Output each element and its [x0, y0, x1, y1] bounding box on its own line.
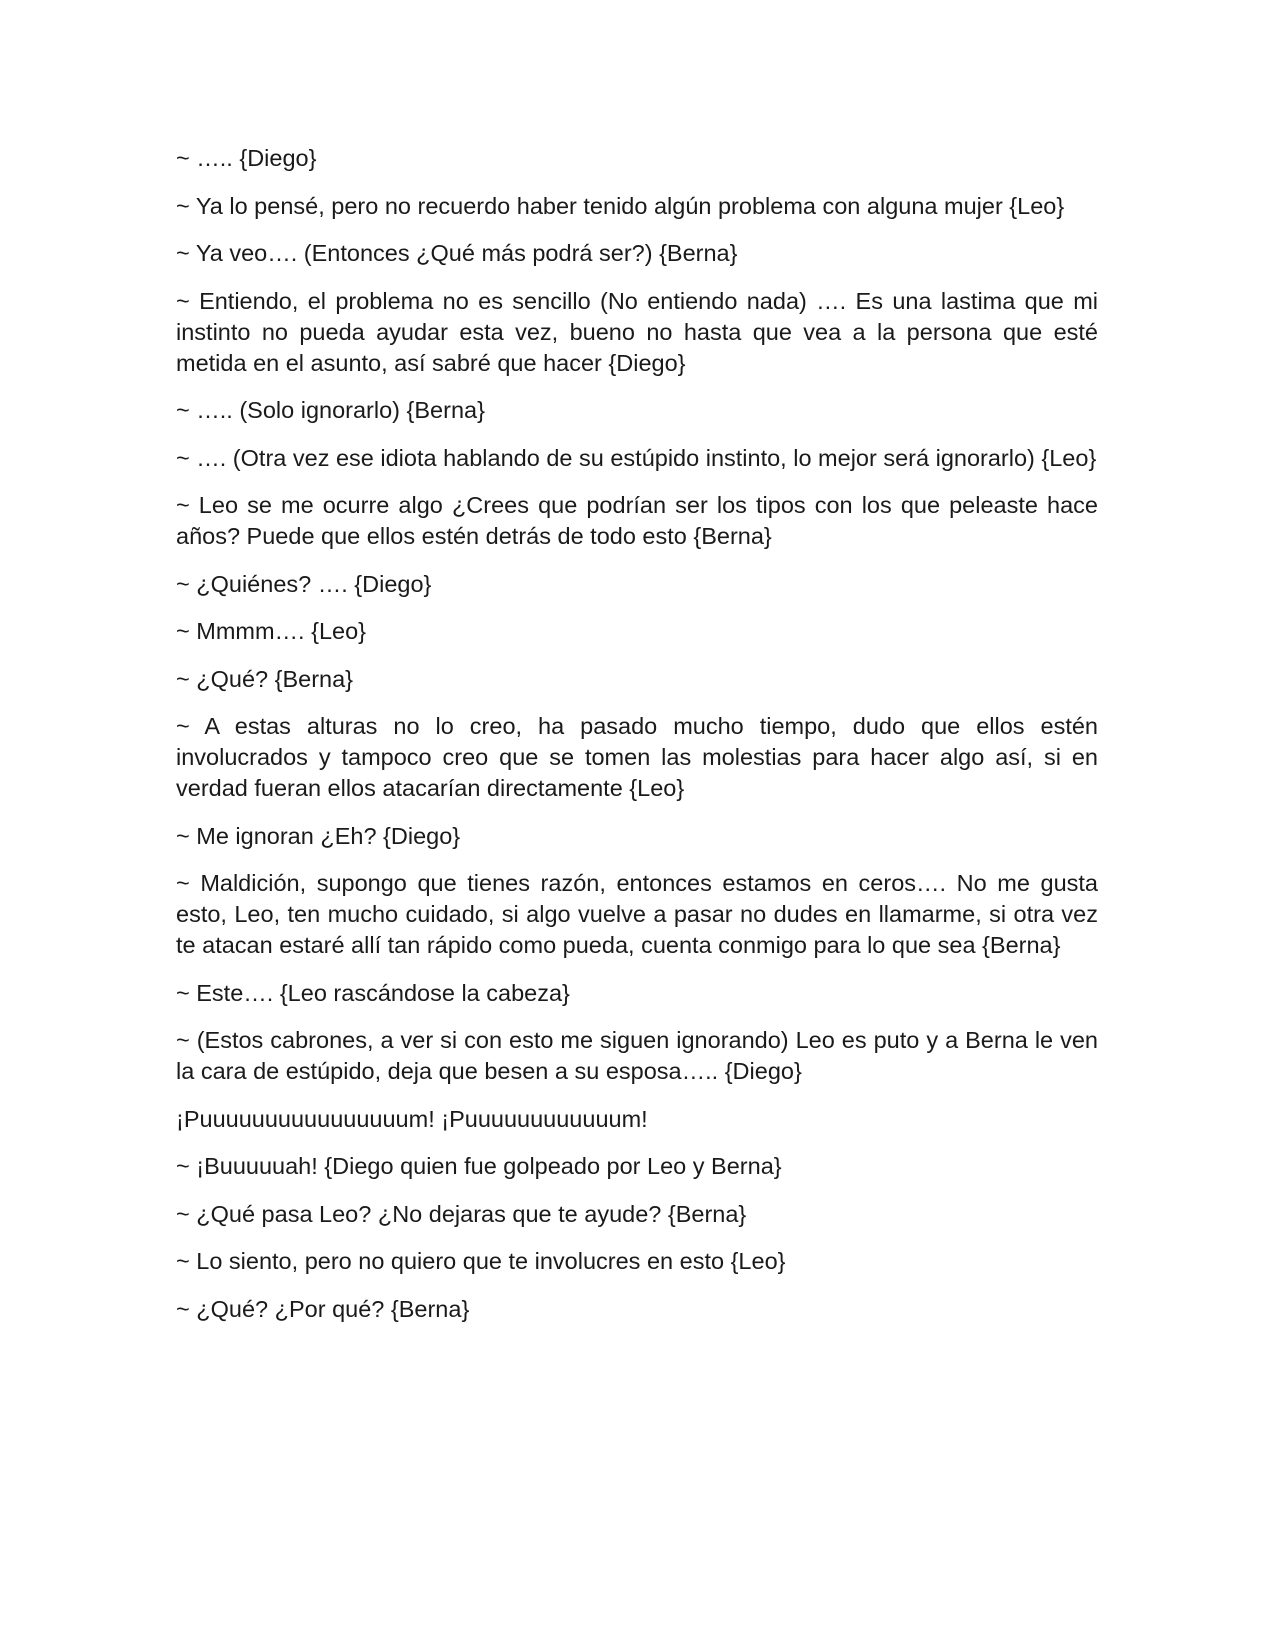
dialogue-line-leo: ~ Ya lo pensé, pero no recuerdo haber tenido algún problema con alguna mujer {Leo} [176, 192, 1065, 219]
dialogue-line-leo: ~ Lo siento, pero no quiero que te involucres en esto {Leo} [176, 1248, 786, 1274]
sound-effect-line: ¡Puuuuuuuuuuuuuuuum! ¡Puuuuuuuuuuuum! [176, 1105, 648, 1132]
dialogue-line-berna: ~ ….. (Solo ignorarlo) {Berna} [176, 397, 485, 423]
dialogue-line-berna: ~ ¿Qué pasa Leo? ¿No dejaras que te ayude? {Berna} [176, 1200, 747, 1227]
dialogue-line-berna: ~ Maldición, supongo que tienes razón, entonces estamos en ceros…. No me gusta esto, Leo, ten mucho cuidado, si algo vuelve a pasar no dudes en llamarme, si otra vez te atacan estaré allí tan rápido como pueda, cuenta conmigo para lo que sea {Berna} [176, 870, 1098, 958]
dialogue-line-diego: ~ Me ignoran ¿Eh? {Diego} [176, 822, 461, 849]
dialogue-line-leo: ~ A estas alturas no lo creo, ha pasado mucho tiempo, dudo que ellos estén involucrados y tampoco creo que se tomen las molestias para hacer algo así, si en verdad fueran ellos atacarían directamente {Leo} [176, 713, 1098, 801]
dialogue-line-berna: ~ Ya veo…. (Entonces ¿Qué más podrá ser?) {Berna} [176, 240, 738, 266]
dialogue-line-berna: ~ ¿Qué? {Berna} [176, 665, 354, 692]
document-page [176, 143, 1098, 1341]
dialogue-line-berna: ~ ¿Qué? ¿Por qué? {Berna} [176, 1295, 470, 1322]
dialogue-line-berna: ~ Leo se me ocurre algo ¿Crees que podrían ser los tipos con los que peleaste hace años? Puede que ellos estén detrás de todo esto {Berna} [176, 492, 1098, 549]
dialogue-line-diego: ~ ….. {Diego} [176, 145, 317, 171]
dialogue-line-diego: ~ (Estos cabrones, a ver si con esto me siguen ignorando) Leo es puto y a Berna le ven la cara de estúpido, deja que besen a su esposa….. {Diego} [176, 1027, 1098, 1084]
dialogue-line-diego: ~ Entiendo, el problema no es sencillo (No entiendo nada) …. Es una lastima que mi instinto no pueda ayudar esta vez, bueno no hasta que vea a la persona que esté metida en el asunto, así sabré que hacer {Diego} [176, 287, 1098, 376]
dialogue-line-leo: ~ …. (Otra vez ese idiota hablando de su estúpido instinto, lo mejor será ignorarlo) {Leo} [176, 444, 1097, 471]
dialogue-line-diego: ~ ¡Buuuuuah! {Diego quien fue golpeado por Leo y Berna} [176, 1153, 782, 1179]
dialogue-line-leo: ~ Mmmm…. {Leo} [176, 618, 367, 644]
dialogue-line-leo: ~ Este…. {Leo rascándose la cabeza} [176, 979, 570, 1006]
dialogue-line-diego: ~ ¿Quiénes? …. {Diego} [176, 570, 432, 597]
